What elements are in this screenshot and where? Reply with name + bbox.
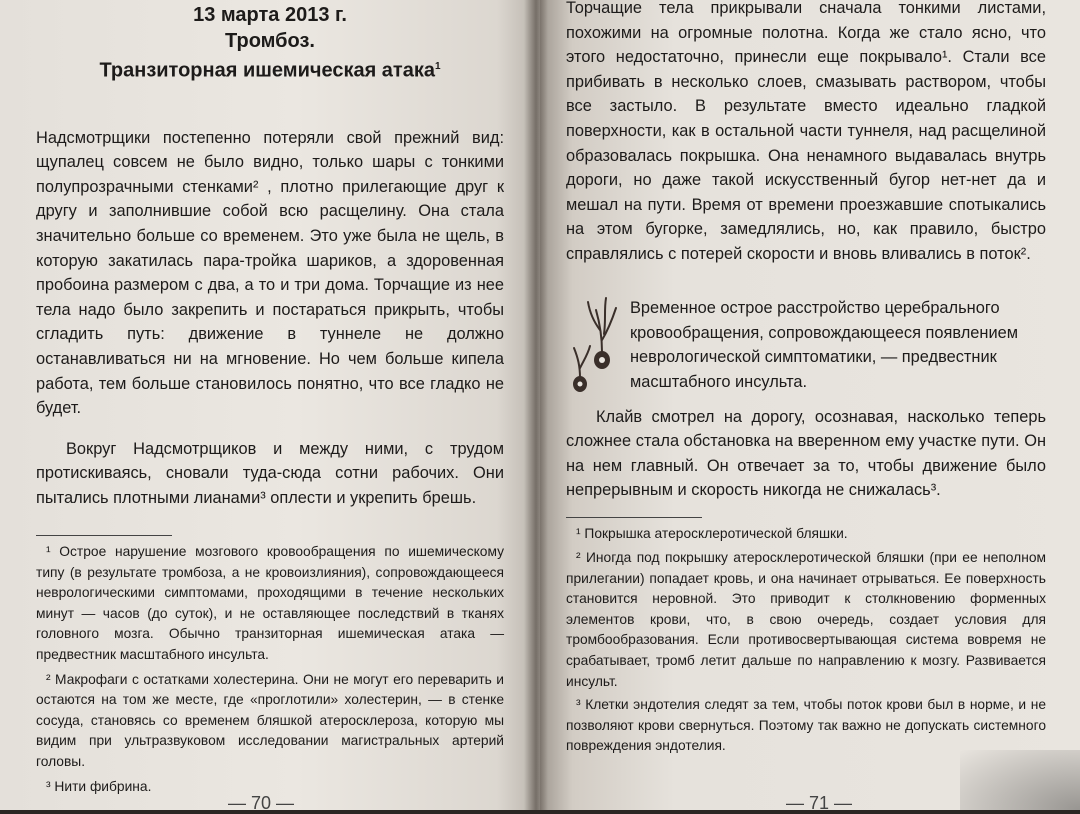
page-corner-shadow bbox=[960, 750, 1080, 810]
right-footnote-3: ³ Клетки эндотелия следят за тем, чтобы поток крови был в норме, и не позволяют крови свернуться. Поэтому так важно не допускать системного повреждения эндотелия. bbox=[566, 697, 1046, 754]
right-page-number: — 71 — bbox=[786, 793, 853, 813]
chapter-date: 13 марта 2013 г. bbox=[193, 4, 347, 26]
book-gutter-shadow bbox=[524, 0, 548, 810]
right-paragraph-2: Клайв смотрел на дорогу, осознавая, насколько теперь сложнее стала обстановка на вверенном ему участке пути. Он на нем главный. Он отвечает за то, чтобы движение было непрерывным и скорость никогда не снижалась³. bbox=[566, 407, 1046, 500]
right-footnote-2: ² Иногда под покрышку атеросклеротической бляшки (при ее неполном прилегании) попадает кровь, и она начинает отрываться. Ее поверхность становится неровной. Это приводит к столкновению форменных элементов крови, что, в свою очередь, создает условия для тромбообразования. Если противосвертывающая система вовремя не срабатывает, тромб летит дальше по направлению к мозгу. Развивается инсульт. bbox=[566, 550, 1046, 689]
chapter-subtitle-text: Транзиторная ишемическая атака bbox=[99, 59, 435, 82]
definition-text: Временное острое расстройство церебрального кровообращения, сопровождающееся появлением неврологической симптоматики, — предвестник масштабного инсульта. bbox=[630, 299, 1019, 391]
left-page-content bbox=[36, 0, 504, 797]
left-page bbox=[0, 0, 540, 810]
right-paragraph-1: Торчащие тела прикрывали сначала тонкими листами, похожими на огромные полотна. Когда же стало ясно, что этого недостаточно, принесли еще покрывало¹. Стали все прибивать в несколько слоев, смазывать раствором, чтобы все застыло. В результате вместо идеально гладкой поверхности, как в остальной части туннеля, над расщелиной образовалась покрышка. Она ненамного выдавалась внутрь дороги, но даже такой искусственный бугор нет-нет да и мешал на пути. Время от времени проезжавшие спотыкались на этом бугорке, замедлялись, но, как правило, быстро справлялись с потерей скорости и вновь вливались в поток². bbox=[566, 0, 1046, 263]
chapter-title: Тромбоз. bbox=[225, 30, 315, 52]
neuron-branches-icon bbox=[566, 290, 628, 400]
chapter-subtitle-footnote-marker: 1 bbox=[434, 61, 441, 72]
left-paragraph-1: Надсмотрщики постепенно потеряли свой прежний вид: щупалец совсем не было видно, только шары с тонкими полупрозрачными стенками² , плотно прилегающие друг к другу и заполнившие собой всю расщелину. Она стала значительно больше со временем. Это уже была не щель, в которую закатилась пара-тройка шариков, а здоровенная пробоина размером с два, а то и три дома. Торчащие из нее тела надо было закрепить и постараться прикрыть, чтобы сгладить путь: движение в туннеле не должно останавливаться ни на мгновение. Но чем больше кипела работа, тем больше становилось понятно, что все гладко не будет. bbox=[36, 128, 504, 418]
left-paragraph-2: Вокруг Надсмотрщиков и между ними, с трудом протискиваясь, сновали туда-сюда сотни рабочих. Они пытались плотными лианами³ оплести и укрепить брешь. bbox=[36, 439, 504, 507]
right-footnote-1: ¹ Покрышка атеросклеротической бляшки. bbox=[576, 526, 848, 542]
chapter-subtitle bbox=[36, 54, 504, 84]
left-page-number: — 70 — bbox=[228, 793, 295, 810]
left-footnote-1: ¹ Острое нарушение мозгового кровообращения по ишемическому типу (в результате тромбоза, а не кровоизлияния), сопровождающееся неврологическими симптомами, проходящими в течение нескольких минут — часов (до суток), и не оставляющее последствий в тканях головного мозга. Обычно транзиторная ишемическая атака — предвестник масштабного инсульта. bbox=[36, 544, 504, 663]
left-footnote-3: ³ Нити фибрина. bbox=[46, 778, 152, 794]
left-footnote-2: ² Макрофаги с остатками холестерина. Они не могут его переварить и остаются на том же месте, где «проглотили» холестерин, — в стенке сосуда, становясь со временем бляшкой атеросклероза, которую мы видим при ультразвуковом исследовании магистральных артерий головы. bbox=[36, 671, 504, 769]
definition-callout bbox=[566, 290, 1046, 400]
